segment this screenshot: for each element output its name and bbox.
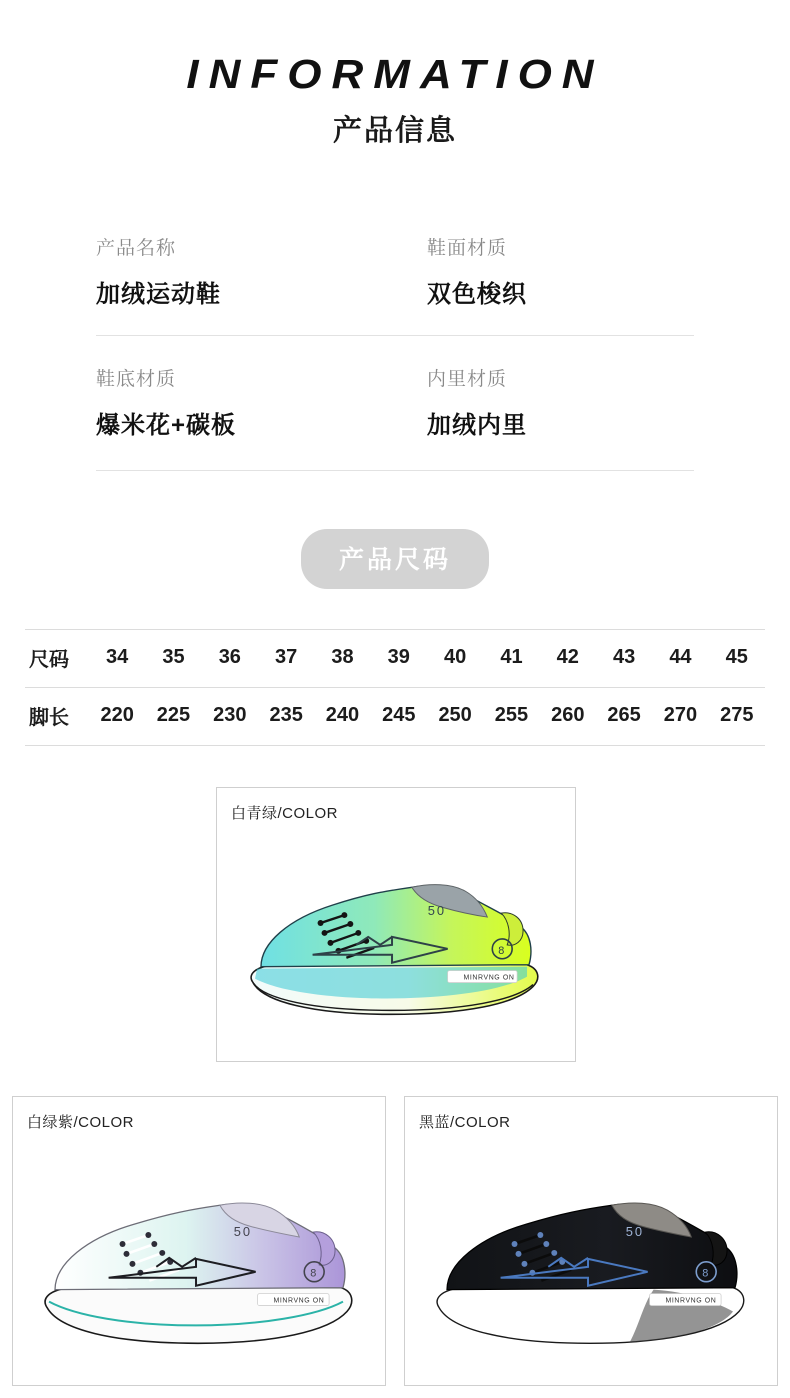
info-cell-lining-material [395, 336, 694, 470]
info-value: 爆米花+碳板 [96, 412, 237, 440]
foot-length-cell: 235 [258, 688, 314, 746]
info-label: 鞋底材质 [96, 369, 177, 391]
foot-length-cell: 245 [371, 688, 427, 746]
product-image-white-green-purple [13, 1097, 385, 1385]
shoe-upper [261, 886, 531, 967]
table-row-sizes [25, 630, 765, 688]
shoe-illustration [13, 1097, 385, 1385]
brand-tag-text: MINRVNG ON [273, 1297, 325, 1305]
side-badge-text: 8 [498, 944, 505, 957]
product-card-white-cyan-green[interactable] [216, 787, 576, 1062]
foot-length-cell: 220 [89, 688, 145, 746]
side-badge-text: 8 [702, 1267, 709, 1280]
table-row-foot-length [25, 688, 765, 746]
size-cell: 45 [709, 630, 765, 688]
heel-number-text: 50 [625, 1224, 645, 1240]
info-cell-sole-material [96, 336, 395, 470]
product-card-white-green-purple[interactable] [12, 1096, 386, 1386]
size-cell: 38 [314, 630, 370, 688]
size-cell: 39 [371, 630, 427, 688]
info-row [96, 336, 694, 470]
size-cell: 34 [89, 630, 145, 688]
shoe-illustration [217, 788, 575, 1061]
brand-tag-text: MINRVNG ON [463, 974, 515, 982]
product-card-black-blue[interactable] [404, 1096, 778, 1386]
foot-length-cell: 265 [596, 688, 652, 746]
info-cell-product-name [96, 227, 395, 335]
info-label: 鞋面材质 [427, 238, 508, 260]
size-cell: 41 [483, 630, 539, 688]
heel-number-text: 50 [427, 903, 447, 919]
size-section-header [0, 529, 790, 589]
size-cell: 35 [145, 630, 201, 688]
page-title-cn: 产品信息 [332, 115, 457, 148]
side-badge-text: 8 [310, 1267, 317, 1280]
product-image-white-cyan-green [217, 788, 575, 1061]
foot-length-cell: 240 [314, 688, 370, 746]
page-title-en: INFORMATION [186, 52, 604, 98]
foot-length-cell: 255 [483, 688, 539, 746]
size-cell: 40 [427, 630, 483, 688]
foot-length-row-header: 脚长 [25, 688, 89, 746]
size-cell: 43 [596, 630, 652, 688]
shoe-upper [55, 1204, 345, 1290]
product-info-table [96, 227, 694, 471]
info-value: 双色梭织 [427, 281, 527, 309]
info-divider [96, 470, 694, 471]
foot-length-cell: 225 [145, 688, 201, 746]
page-header [0, 0, 790, 149]
foot-length-cell: 260 [540, 688, 596, 746]
size-chart-table [25, 629, 765, 746]
size-cell: 36 [202, 630, 258, 688]
size-cell: 37 [258, 630, 314, 688]
info-cell-upper-material [395, 227, 694, 335]
product-card-label: 黑蓝/COLOR [419, 1114, 511, 1131]
info-value: 加绒内里 [427, 412, 527, 440]
size-cell: 42 [540, 630, 596, 688]
shoe-illustration [405, 1097, 777, 1385]
size-pill-label: 产品尺码 [301, 529, 489, 589]
info-row [96, 227, 694, 335]
foot-length-cell: 275 [709, 688, 765, 746]
product-card-label: 白青绿/COLOR [231, 805, 339, 822]
foot-length-cell: 230 [202, 688, 258, 746]
info-label: 内里材质 [427, 369, 508, 391]
product-image-black-blue [405, 1097, 777, 1385]
size-row-header: 尺码 [25, 630, 89, 688]
foot-length-cell: 270 [652, 688, 708, 746]
info-label: 产品名称 [96, 238, 177, 260]
product-card-label: 白绿紫/COLOR [27, 1114, 135, 1131]
brand-tag-text: MINRVNG ON [665, 1297, 717, 1305]
shoe-upper [447, 1204, 737, 1290]
heel-number-text: 50 [233, 1224, 253, 1240]
info-value: 加绒运动鞋 [96, 281, 221, 309]
foot-length-cell: 250 [427, 688, 483, 746]
size-cell: 44 [652, 630, 708, 688]
